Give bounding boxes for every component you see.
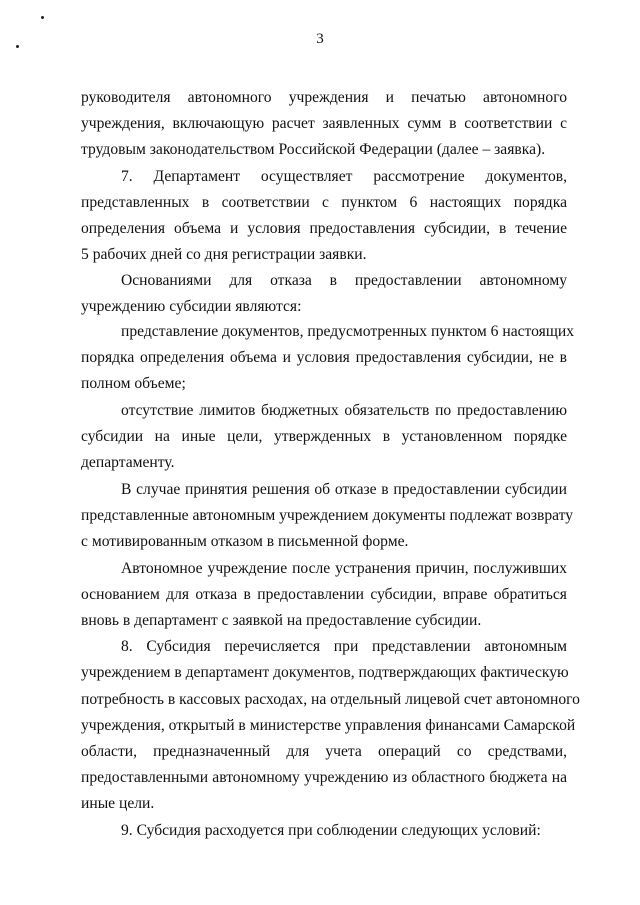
text-line: области, предназначенный для учета операций со средствами, <box>81 743 567 760</box>
page-number: 3 <box>316 31 324 47</box>
text-line: трудовым законодательством Российской Федерации (далее – заявка). <box>81 141 546 158</box>
text-line: Автономное учреждение после устранения причин, послуживших <box>121 560 567 577</box>
text-line: полном объеме; <box>81 375 186 392</box>
text-line: 5 рабочих дней со дня регистрации заявки. <box>81 246 367 263</box>
text-line: учреждению субсидии являются: <box>81 298 302 315</box>
text-line: Основаниями для отказа в предоставлении автономному <box>121 272 567 289</box>
text-line: определения объема и условия предоставления субсидии, в течение <box>81 220 567 237</box>
text-line: представление документов, предусмотренных пунктом 6 настоящих <box>121 323 574 340</box>
text-line: представленных в соответствии с пунктом 6 настоящих порядка <box>81 194 567 211</box>
text-line: потребность в кассовых расходах, на отдельный лицевой счет автономного <box>81 691 580 708</box>
text-line: 8. Субсидия перечисляется при представлении автономным <box>121 638 567 655</box>
text-line: учреждения, открытый в министерстве управления финансами Самарской <box>81 717 576 734</box>
text-line: 9. Субсидия расходуется при соблюдении следующих условий: <box>121 822 541 839</box>
text-line: основанием для отказа в предоставлении субсидии, вправе обратиться <box>81 586 567 603</box>
text-line: учреждением в департамент документов, подтверждающих фактическую <box>81 664 569 681</box>
text-line: учреждения, включающую расчет заявленных сумм в соответствии с <box>81 115 567 132</box>
scan-speck <box>41 16 44 19</box>
text-line: субсидии на иные цели, утвержденных в установленном порядке <box>81 428 567 445</box>
text-line: В случае принятия решения об отказе в предоставлении субсидии <box>121 481 567 498</box>
text-line: порядка определения объема и условия предоставления субсидии, не в <box>81 349 567 366</box>
text-line: 7. Департамент осуществляет рассмотрение документов, <box>121 168 567 185</box>
text-line: департаменту. <box>81 454 175 471</box>
text-line: иные цели. <box>81 795 155 812</box>
text-line: предоставленными автономному учреждению из областного бюджета на <box>81 769 567 786</box>
text-line: с мотивированным отказом в письменной форме. <box>81 533 409 550</box>
text-line: отсутствие лимитов бюджетных обязательств по предоставлению <box>121 402 567 419</box>
text-line: руководителя автономного учреждения и печатью автономного <box>81 89 567 106</box>
text-line: вновь в департамент с заявкой на предоставление субсидии. <box>81 612 482 629</box>
text-line: представленные автономным учреждением документы подлежат возврату <box>81 507 574 524</box>
